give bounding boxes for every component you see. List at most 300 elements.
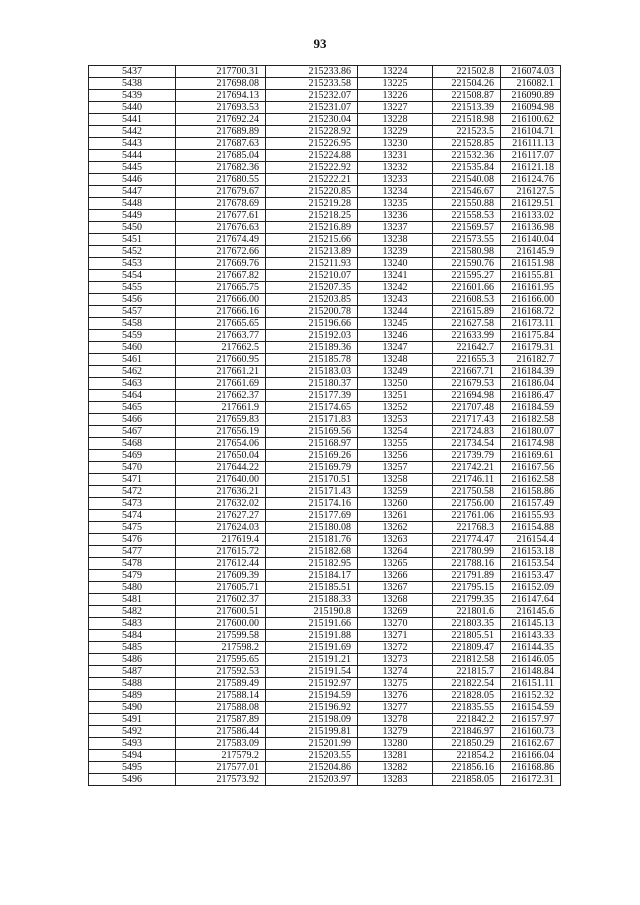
cell-point-number-left: 5490 [89,702,176,714]
cell-point-number-left: 5442 [89,126,176,138]
cell-y-coordinate-right: 216082.1 [501,78,561,90]
cell-x-coordinate-right: 221504.26 [433,78,501,90]
cell-x-coordinate-right: 221805.51 [433,630,501,642]
cell-y-coordinate-right: 216152.32 [501,690,561,702]
cell-x-coordinate-left: 217661.21 [176,366,266,378]
cell-y-coordinate-left: 215224.88 [266,150,358,162]
cell-point-number-left: 5491 [89,714,176,726]
cell-point-number-right: 13236 [358,210,433,222]
cell-y-coordinate-left: 215168.97 [266,438,358,450]
table-row [89,570,561,582]
cell-x-coordinate-right: 221858.05 [433,774,501,786]
table-row [89,126,561,138]
table-row [89,474,561,486]
cell-point-number-left: 5477 [89,546,176,558]
cell-point-number-right: 13238 [358,234,433,246]
cell-y-coordinate-left: 215194.59 [266,690,358,702]
cell-y-coordinate-right: 216140.04 [501,234,561,246]
cell-y-coordinate-left: 215177.69 [266,510,358,522]
cell-point-number-right: 13282 [358,762,433,774]
cell-point-number-left: 5441 [89,114,176,126]
coordinates-table-body [89,66,561,786]
cell-point-number-left: 5476 [89,534,176,546]
cell-x-coordinate-left: 217640.00 [176,474,266,486]
table-row [89,270,561,282]
cell-x-coordinate-right: 221809.47 [433,642,501,654]
table-row [89,258,561,270]
table-row [89,90,561,102]
cell-point-number-right: 13266 [358,570,433,582]
cell-point-number-right: 13232 [358,162,433,174]
cell-y-coordinate-right: 216074.03 [501,66,561,78]
cell-point-number-left: 5453 [89,258,176,270]
cell-x-coordinate-right: 221573.55 [433,234,501,246]
table-row [89,150,561,162]
cell-y-coordinate-left: 215203.97 [266,774,358,786]
cell-x-coordinate-right: 221608.53 [433,294,501,306]
cell-x-coordinate-left: 217577.01 [176,762,266,774]
cell-point-number-left: 5486 [89,654,176,666]
cell-point-number-right: 13240 [358,258,433,270]
cell-point-number-left: 5464 [89,390,176,402]
cell-y-coordinate-right: 216174.98 [501,438,561,450]
cell-x-coordinate-right: 221590.76 [433,258,501,270]
cell-point-number-left: 5482 [89,606,176,618]
cell-point-number-right: 13259 [358,486,433,498]
cell-point-number-left: 5447 [89,186,176,198]
cell-x-coordinate-left: 217677.61 [176,210,266,222]
cell-y-coordinate-left: 215211.93 [266,258,358,270]
table-row [89,78,561,90]
table-row [89,654,561,666]
table-row [89,402,561,414]
cell-point-number-left: 5450 [89,222,176,234]
cell-y-coordinate-right: 216154.4 [501,534,561,546]
table-row [89,378,561,390]
table-row [89,486,561,498]
cell-y-coordinate-right: 216168.72 [501,306,561,318]
cell-y-coordinate-right: 216121.18 [501,162,561,174]
cell-y-coordinate-right: 216146.05 [501,654,561,666]
cell-x-coordinate-right: 221615.89 [433,306,501,318]
cell-point-number-right: 13263 [358,534,433,546]
cell-x-coordinate-left: 217661.9 [176,402,266,414]
cell-point-number-left: 5454 [89,270,176,282]
cell-y-coordinate-right: 216100.62 [501,114,561,126]
cell-y-coordinate-left: 215203.55 [266,750,358,762]
cell-y-coordinate-right: 216145.13 [501,618,561,630]
cell-point-number-right: 13233 [358,174,433,186]
cell-y-coordinate-right: 216168.86 [501,762,561,774]
cell-x-coordinate-right: 221546.67 [433,186,501,198]
cell-y-coordinate-left: 215216.89 [266,222,358,234]
cell-point-number-right: 13231 [358,150,433,162]
cell-point-number-left: 5465 [89,402,176,414]
cell-point-number-left: 5478 [89,558,176,570]
cell-y-coordinate-right: 216151.98 [501,258,561,270]
table-row [89,594,561,606]
cell-point-number-right: 13280 [358,738,433,750]
cell-x-coordinate-left: 217598.2 [176,642,266,654]
table-row [89,666,561,678]
cell-x-coordinate-left: 217692.24 [176,114,266,126]
cell-y-coordinate-left: 215219.28 [266,198,358,210]
coordinates-table [88,65,561,786]
table-row [89,618,561,630]
cell-point-number-left: 5496 [89,774,176,786]
cell-x-coordinate-right: 221815.7 [433,666,501,678]
cell-point-number-right: 13243 [358,294,433,306]
table-row [89,282,561,294]
cell-x-coordinate-right: 221694.98 [433,390,501,402]
cell-x-coordinate-left: 217654.06 [176,438,266,450]
cell-y-coordinate-right: 216162.58 [501,474,561,486]
cell-x-coordinate-left: 217665.65 [176,318,266,330]
cell-y-coordinate-left: 215196.66 [266,318,358,330]
cell-y-coordinate-left: 215189.36 [266,342,358,354]
cell-y-coordinate-left: 215182.68 [266,546,358,558]
cell-y-coordinate-left: 215213.89 [266,246,358,258]
cell-y-coordinate-right: 216172.31 [501,774,561,786]
cell-y-coordinate-right: 216182.7 [501,354,561,366]
cell-point-number-left: 5494 [89,750,176,762]
table-row [89,234,561,246]
cell-point-number-right: 13283 [358,774,433,786]
cell-x-coordinate-left: 217680.55 [176,174,266,186]
cell-x-coordinate-right: 221750.58 [433,486,501,498]
cell-y-coordinate-right: 216184.59 [501,402,561,414]
cell-y-coordinate-left: 215182.95 [266,558,358,570]
cell-x-coordinate-left: 217674.49 [176,234,266,246]
table-row [89,366,561,378]
cell-point-number-right: 13281 [358,750,433,762]
cell-y-coordinate-left: 215188.33 [266,594,358,606]
cell-x-coordinate-left: 217573.92 [176,774,266,786]
cell-y-coordinate-left: 215180.08 [266,522,358,534]
table-row [89,114,561,126]
cell-y-coordinate-left: 215204.86 [266,762,358,774]
cell-y-coordinate-right: 216145.9 [501,246,561,258]
cell-point-number-left: 5445 [89,162,176,174]
cell-y-coordinate-left: 215192.03 [266,330,358,342]
cell-x-coordinate-right: 221799.35 [433,594,501,606]
cell-y-coordinate-right: 216090.89 [501,90,561,102]
cell-x-coordinate-right: 221780.99 [433,546,501,558]
cell-x-coordinate-right: 221558.53 [433,210,501,222]
cell-point-number-left: 5456 [89,294,176,306]
cell-x-coordinate-left: 217662.37 [176,390,266,402]
cell-y-coordinate-left: 215191.66 [266,618,358,630]
cell-x-coordinate-right: 221768.3 [433,522,501,534]
table-row [89,390,561,402]
cell-y-coordinate-right: 216148.84 [501,666,561,678]
table-row [89,774,561,786]
cell-point-number-left: 5472 [89,486,176,498]
cell-x-coordinate-right: 221850.29 [433,738,501,750]
table-row [89,330,561,342]
cell-y-coordinate-left: 215199.81 [266,726,358,738]
cell-point-number-right: 13245 [358,318,433,330]
cell-y-coordinate-left: 215171.43 [266,486,358,498]
cell-y-coordinate-left: 215228.92 [266,126,358,138]
cell-x-coordinate-right: 221854.2 [433,750,501,762]
cell-y-coordinate-right: 216111.13 [501,138,561,150]
cell-x-coordinate-left: 217588.08 [176,702,266,714]
cell-point-number-left: 5475 [89,522,176,534]
cell-x-coordinate-left: 217666.16 [176,306,266,318]
cell-x-coordinate-left: 217600.00 [176,618,266,630]
cell-y-coordinate-right: 216136.98 [501,222,561,234]
table-row [89,498,561,510]
cell-x-coordinate-left: 217595.65 [176,654,266,666]
cell-x-coordinate-right: 221595.27 [433,270,501,282]
cell-y-coordinate-left: 215180.37 [266,378,358,390]
cell-x-coordinate-left: 217666.00 [176,294,266,306]
cell-point-number-left: 5438 [89,78,176,90]
cell-point-number-left: 5485 [89,642,176,654]
cell-x-coordinate-right: 221795.15 [433,582,501,594]
cell-x-coordinate-left: 217583.09 [176,738,266,750]
cell-point-number-right: 13260 [358,498,433,510]
cell-point-number-right: 13261 [358,510,433,522]
cell-x-coordinate-left: 217592.53 [176,666,266,678]
cell-point-number-right: 13235 [358,198,433,210]
cell-point-number-right: 13239 [358,246,433,258]
cell-x-coordinate-left: 217609.39 [176,570,266,582]
cell-x-coordinate-right: 221856.16 [433,762,501,774]
cell-x-coordinate-left: 217679.67 [176,186,266,198]
table-row [89,198,561,210]
cell-y-coordinate-right: 216184.39 [501,366,561,378]
cell-y-coordinate-right: 216158.86 [501,486,561,498]
cell-x-coordinate-left: 217663.77 [176,330,266,342]
table-row [89,162,561,174]
cell-point-number-right: 13265 [358,558,433,570]
cell-point-number-left: 5459 [89,330,176,342]
table-row [89,726,561,738]
cell-x-coordinate-left: 217659.83 [176,414,266,426]
cell-y-coordinate-right: 216169.61 [501,450,561,462]
cell-point-number-left: 5455 [89,282,176,294]
cell-point-number-right: 13273 [358,654,433,666]
cell-y-coordinate-left: 215232.07 [266,90,358,102]
cell-point-number-right: 13227 [358,102,433,114]
cell-y-coordinate-right: 216147.64 [501,594,561,606]
cell-point-number-right: 13251 [358,390,433,402]
cell-y-coordinate-left: 215226.95 [266,138,358,150]
cell-x-coordinate-right: 221846.97 [433,726,501,738]
cell-point-number-right: 13275 [358,678,433,690]
table-row [89,678,561,690]
cell-y-coordinate-left: 215171.83 [266,414,358,426]
cell-point-number-left: 5470 [89,462,176,474]
cell-y-coordinate-left: 215196.92 [266,702,358,714]
cell-x-coordinate-right: 221739.79 [433,450,501,462]
cell-x-coordinate-left: 217672.66 [176,246,266,258]
cell-point-number-right: 13255 [358,438,433,450]
cell-point-number-left: 5481 [89,594,176,606]
table-row [89,210,561,222]
cell-y-coordinate-left: 215181.76 [266,534,358,546]
cell-x-coordinate-right: 221801.6 [433,606,501,618]
cell-x-coordinate-right: 221535.84 [433,162,501,174]
cell-point-number-left: 5448 [89,198,176,210]
cell-y-coordinate-right: 216151.11 [501,678,561,690]
cell-x-coordinate-right: 221724.83 [433,426,501,438]
cell-x-coordinate-right: 221761.06 [433,510,501,522]
cell-point-number-right: 13250 [358,378,433,390]
cell-y-coordinate-left: 215185.51 [266,582,358,594]
table-row [89,630,561,642]
table-row [89,222,561,234]
cell-x-coordinate-left: 217698.08 [176,78,266,90]
cell-x-coordinate-left: 217660.95 [176,354,266,366]
cell-y-coordinate-right: 216152.09 [501,582,561,594]
cell-x-coordinate-right: 221528.85 [433,138,501,150]
cell-x-coordinate-left: 217678.69 [176,198,266,210]
cell-y-coordinate-right: 216133.02 [501,210,561,222]
cell-x-coordinate-right: 221742.21 [433,462,501,474]
cell-y-coordinate-right: 216143.33 [501,630,561,642]
table-row [89,534,561,546]
cell-point-number-right: 13267 [358,582,433,594]
cell-y-coordinate-left: 215201.99 [266,738,358,750]
cell-point-number-left: 5484 [89,630,176,642]
cell-point-number-right: 13252 [358,402,433,414]
cell-y-coordinate-right: 216144.35 [501,642,561,654]
cell-x-coordinate-left: 217632.02 [176,498,266,510]
cell-y-coordinate-right: 216186.47 [501,390,561,402]
table-row [89,246,561,258]
cell-point-number-left: 5461 [89,354,176,366]
cell-y-coordinate-right: 216117.07 [501,150,561,162]
cell-x-coordinate-left: 217689.89 [176,126,266,138]
cell-point-number-left: 5444 [89,150,176,162]
cell-y-coordinate-right: 216154.88 [501,522,561,534]
cell-y-coordinate-right: 216127.5 [501,186,561,198]
cell-x-coordinate-left: 217685.04 [176,150,266,162]
table-row [89,438,561,450]
cell-y-coordinate-right: 216160.73 [501,726,561,738]
cell-x-coordinate-right: 221842.2 [433,714,501,726]
table-row [89,342,561,354]
cell-y-coordinate-right: 216129.51 [501,198,561,210]
cell-y-coordinate-left: 215198.09 [266,714,358,726]
cell-y-coordinate-left: 215222.21 [266,174,358,186]
cell-point-number-right: 13262 [358,522,433,534]
cell-x-coordinate-left: 217579.2 [176,750,266,762]
cell-x-coordinate-left: 217599.58 [176,630,266,642]
cell-y-coordinate-right: 216154.59 [501,702,561,714]
cell-point-number-left: 5488 [89,678,176,690]
cell-point-number-right: 13248 [358,354,433,366]
cell-point-number-right: 13224 [358,66,433,78]
cell-y-coordinate-right: 216153.47 [501,570,561,582]
cell-point-number-left: 5471 [89,474,176,486]
cell-x-coordinate-left: 217669.76 [176,258,266,270]
cell-x-coordinate-right: 221508.87 [433,90,501,102]
cell-point-number-left: 5440 [89,102,176,114]
cell-y-coordinate-left: 215192.97 [266,678,358,690]
cell-point-number-left: 5466 [89,414,176,426]
cell-x-coordinate-left: 217656.19 [176,426,266,438]
cell-y-coordinate-right: 216157.49 [501,498,561,510]
cell-x-coordinate-right: 221746.11 [433,474,501,486]
cell-x-coordinate-right: 221532.36 [433,150,501,162]
cell-point-number-right: 13234 [358,186,433,198]
cell-point-number-left: 5483 [89,618,176,630]
cell-point-number-left: 5457 [89,306,176,318]
cell-y-coordinate-right: 216173.11 [501,318,561,330]
cell-x-coordinate-right: 221679.53 [433,378,501,390]
cell-x-coordinate-left: 217661.69 [176,378,266,390]
cell-x-coordinate-right: 221707.48 [433,402,501,414]
cell-x-coordinate-left: 217687.63 [176,138,266,150]
cell-point-number-right: 13253 [358,414,433,426]
cell-y-coordinate-right: 216166.00 [501,294,561,306]
cell-x-coordinate-right: 221791.89 [433,570,501,582]
table-row [89,354,561,366]
cell-y-coordinate-left: 215207.35 [266,282,358,294]
cell-point-number-right: 13249 [358,366,433,378]
cell-y-coordinate-right: 216162.67 [501,738,561,750]
cell-y-coordinate-left: 215230.04 [266,114,358,126]
cell-point-number-right: 13271 [358,630,433,642]
table-row [89,690,561,702]
cell-x-coordinate-left: 217667.82 [176,270,266,282]
cell-x-coordinate-right: 221569.57 [433,222,501,234]
cell-point-number-right: 13226 [358,90,433,102]
cell-y-coordinate-right: 216186.04 [501,378,561,390]
cell-y-coordinate-left: 215174.16 [266,498,358,510]
table-row [89,750,561,762]
cell-x-coordinate-left: 217619.4 [176,534,266,546]
cell-x-coordinate-right: 221642.7 [433,342,501,354]
cell-point-number-right: 13258 [358,474,433,486]
cell-x-coordinate-right: 221627.58 [433,318,501,330]
table-row [89,318,561,330]
cell-point-number-left: 5492 [89,726,176,738]
cell-y-coordinate-right: 216094.98 [501,102,561,114]
table-row [89,462,561,474]
cell-point-number-right: 13247 [358,342,433,354]
cell-point-number-left: 5487 [89,666,176,678]
cell-x-coordinate-right: 221655.3 [433,354,501,366]
cell-point-number-right: 13272 [358,642,433,654]
cell-point-number-left: 5443 [89,138,176,150]
cell-point-number-right: 13228 [358,114,433,126]
cell-point-number-right: 13268 [358,594,433,606]
table-row [89,414,561,426]
cell-y-coordinate-left: 215177.39 [266,390,358,402]
cell-point-number-left: 5460 [89,342,176,354]
cell-point-number-left: 5467 [89,426,176,438]
cell-y-coordinate-right: 216157.97 [501,714,561,726]
cell-y-coordinate-left: 215174.65 [266,402,358,414]
cell-x-coordinate-left: 217627.27 [176,510,266,522]
table-row [89,138,561,150]
cell-y-coordinate-left: 215185.78 [266,354,358,366]
cell-x-coordinate-left: 217636.21 [176,486,266,498]
cell-x-coordinate-right: 221502.8 [433,66,501,78]
cell-point-number-left: 5449 [89,210,176,222]
cell-y-coordinate-right: 216179.31 [501,342,561,354]
cell-y-coordinate-right: 216175.84 [501,330,561,342]
cell-point-number-left: 5480 [89,582,176,594]
cell-point-number-right: 13277 [358,702,433,714]
table-row [89,522,561,534]
cell-point-number-left: 5469 [89,450,176,462]
